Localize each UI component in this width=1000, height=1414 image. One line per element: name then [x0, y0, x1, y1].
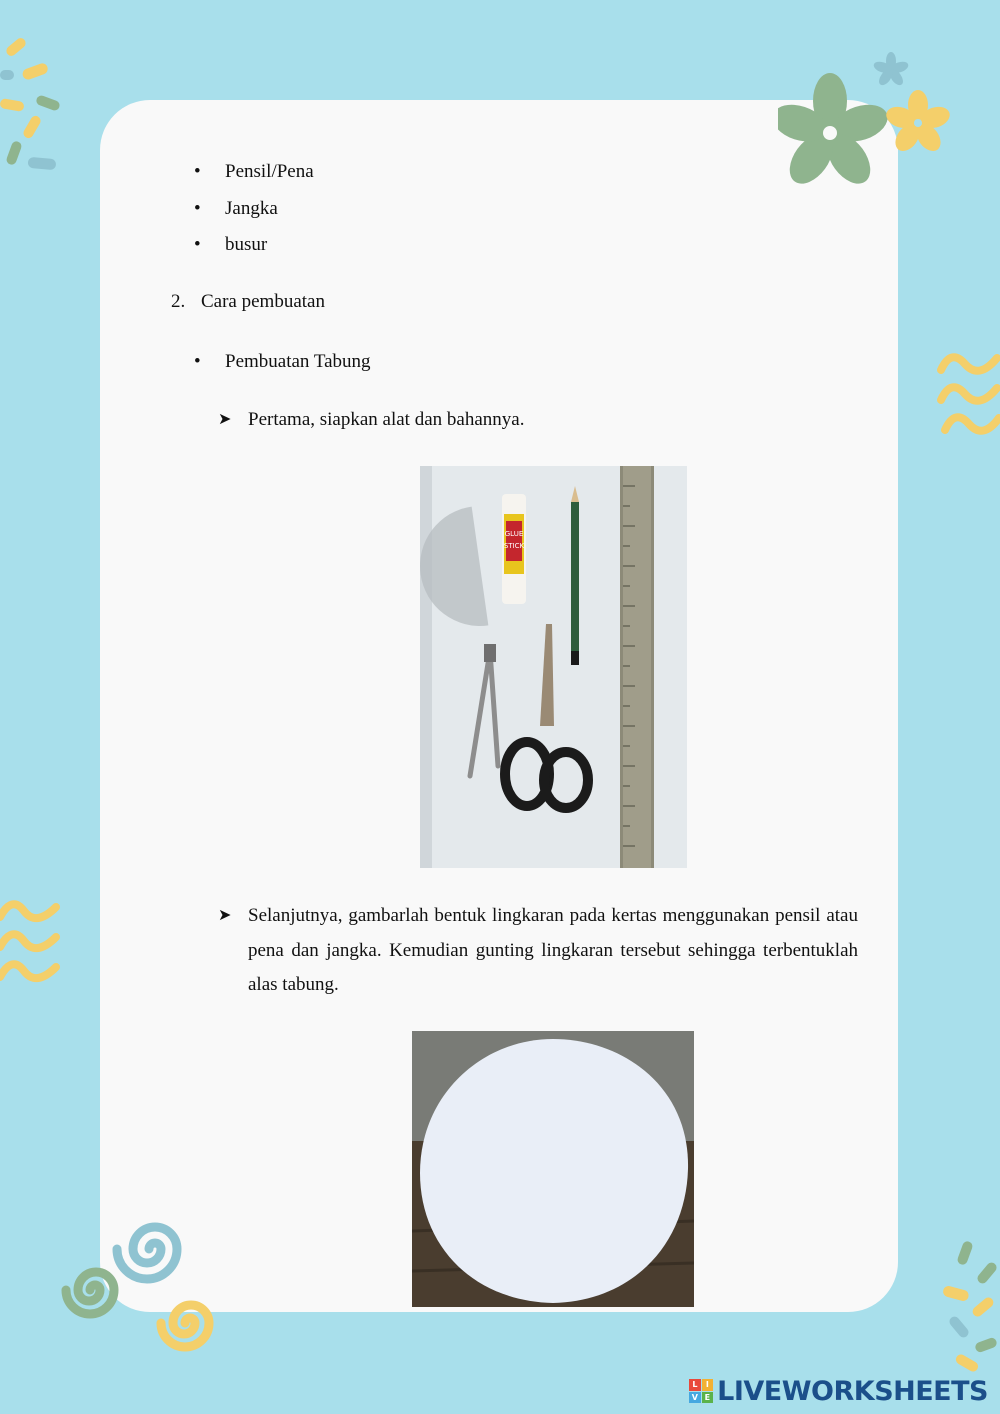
corner-sprinkles-top-left — [0, 30, 70, 180]
arrow-bullet-icon: ➤ — [218, 411, 232, 428]
swirl-cluster-bottom-left — [55, 1205, 230, 1365]
flower-cluster-top-right — [778, 48, 958, 193]
step-text: Pertama, siapkan alat dan bahannya. — [248, 409, 525, 430]
brand-logo-icon — [689, 1379, 713, 1403]
brand-name: LIVEWORKSHEETS — [717, 1375, 988, 1407]
list-item: • Jangka — [192, 195, 314, 232]
materials-list — [192, 158, 314, 268]
squiggle-left — [0, 895, 62, 995]
arrow-bullet-icon: ➤ — [218, 907, 232, 924]
step-item — [218, 403, 858, 438]
tools-photo — [420, 466, 687, 868]
corner-sprinkles-bottom-right — [935, 1240, 1000, 1380]
brand-logo-letter: V — [689, 1392, 701, 1404]
squiggle-right — [935, 342, 1000, 442]
section-title: Cara pembuatan — [201, 291, 325, 312]
list-item: • Pensil/Pena — [192, 158, 314, 195]
brand-logo-letter: L — [689, 1379, 701, 1391]
brand-logo-letter: E — [702, 1392, 714, 1404]
step-item — [218, 899, 858, 1003]
liveworksheets-brand[interactable] — [689, 1376, 988, 1406]
glue-label: GLUE — [504, 530, 524, 538]
brand-logo-letter: I — [702, 1379, 714, 1391]
step-text: Selanjutnya, gambarlah bentuk lingkaran pada kertas menggunakan pensil atau pena dan jangka. Kemudian gunting lingkaran tersebut sehingga terbentuklah alas tabung. — [248, 905, 858, 995]
paper-circle-photo — [412, 1031, 694, 1307]
section-number: 2. — [171, 291, 186, 312]
list-item: • busur — [192, 231, 314, 268]
section-heading — [171, 288, 325, 316]
glue-label: STICK — [503, 542, 525, 550]
subsection-heading: • Pembuatan Tabung — [192, 348, 371, 376]
